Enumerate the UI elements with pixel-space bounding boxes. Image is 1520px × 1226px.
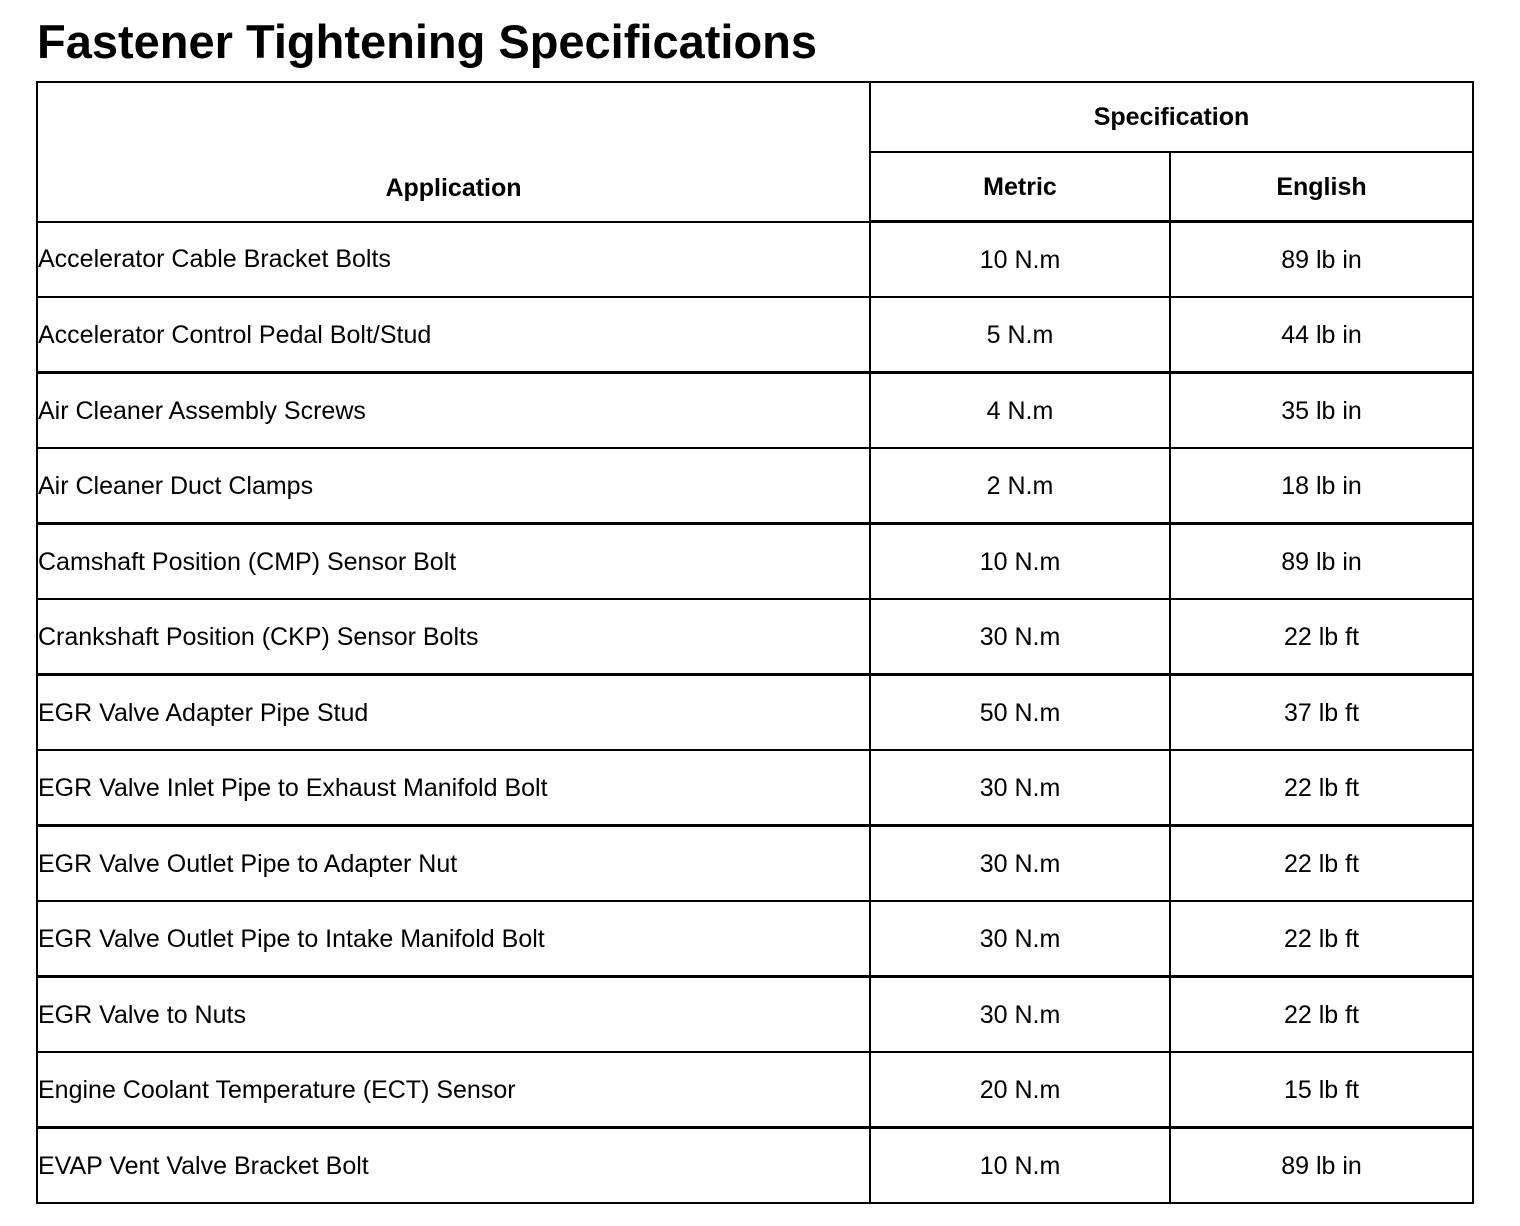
- metric-cell: 30 N.m: [870, 599, 1170, 675]
- table-row: [37, 1128, 1473, 1204]
- english-cell: 22 lb ft: [1170, 977, 1473, 1053]
- application-cell: Engine Coolant Temperature (ECT) Sensor: [37, 1052, 870, 1128]
- metric-cell: 30 N.m: [870, 901, 1170, 977]
- table-row: [37, 675, 1473, 751]
- application-cell: EGR Valve Inlet Pipe to Exhaust Manifold Bolt: [37, 750, 870, 826]
- fastener-spec-table: [36, 81, 1474, 1204]
- application-cell: EGR Valve Adapter Pipe Stud: [37, 675, 870, 751]
- application-cell: Crankshaft Position (CKP) Sensor Bolts: [37, 599, 870, 675]
- metric-cell: 2 N.m: [870, 448, 1170, 524]
- metric-cell: 4 N.m: [870, 373, 1170, 449]
- application-cell: EVAP Vent Valve Bracket Bolt: [37, 1128, 870, 1204]
- table-row: [37, 750, 1473, 826]
- metric-cell: 10 N.m: [870, 222, 1170, 298]
- english-cell: 18 lb in: [1170, 448, 1473, 524]
- english-cell: 22 lb ft: [1170, 901, 1473, 977]
- table-row: [37, 901, 1473, 977]
- table-row: [37, 297, 1473, 373]
- metric-cell: 50 N.m: [870, 675, 1170, 751]
- english-cell: 22 lb ft: [1170, 750, 1473, 826]
- english-cell: 35 lb in: [1170, 373, 1473, 449]
- table-row: [37, 222, 1473, 298]
- english-cell: 15 lb ft: [1170, 1052, 1473, 1128]
- application-cell: Air Cleaner Assembly Screws: [37, 373, 870, 449]
- english-cell: 22 lb ft: [1170, 826, 1473, 902]
- table-row: [37, 826, 1473, 902]
- column-header-application: Application: [37, 82, 870, 222]
- page-title: Fastener Tightening Specifications: [37, 15, 817, 68]
- table-row: [37, 373, 1473, 449]
- column-header-english: English: [1170, 152, 1473, 222]
- metric-cell: 30 N.m: [870, 750, 1170, 826]
- english-cell: 37 lb ft: [1170, 675, 1473, 751]
- application-cell: Air Cleaner Duct Clamps: [37, 448, 870, 524]
- metric-cell: 20 N.m: [870, 1052, 1170, 1128]
- application-cell: EGR Valve Outlet Pipe to Intake Manifold Bolt: [37, 901, 870, 977]
- application-cell: Accelerator Control Pedal Bolt/Stud: [37, 297, 870, 373]
- metric-cell: 30 N.m: [870, 977, 1170, 1053]
- table-row: [37, 977, 1473, 1053]
- table-row: [37, 524, 1473, 600]
- application-cell: EGR Valve to Nuts: [37, 977, 870, 1053]
- application-cell: Camshaft Position (CMP) Sensor Bolt: [37, 524, 870, 600]
- metric-cell: 30 N.m: [870, 826, 1170, 902]
- metric-cell: 10 N.m: [870, 524, 1170, 600]
- column-header-specification: Specification: [870, 82, 1473, 152]
- table-row: [37, 448, 1473, 524]
- english-cell: 44 lb in: [1170, 297, 1473, 373]
- metric-cell: 5 N.m: [870, 297, 1170, 373]
- column-header-metric: Metric: [870, 152, 1170, 222]
- table-row: [37, 599, 1473, 675]
- english-cell: 22 lb ft: [1170, 599, 1473, 675]
- english-cell: 89 lb in: [1170, 524, 1473, 600]
- application-cell: EGR Valve Outlet Pipe to Adapter Nut: [37, 826, 870, 902]
- metric-cell: 10 N.m: [870, 1128, 1170, 1204]
- english-cell: 89 lb in: [1170, 222, 1473, 298]
- table-row: [37, 1052, 1473, 1128]
- table-body: [37, 222, 1473, 1204]
- application-cell: Accelerator Cable Bracket Bolts: [37, 222, 870, 298]
- english-cell: 89 lb in: [1170, 1128, 1473, 1204]
- table-header: [37, 82, 1473, 222]
